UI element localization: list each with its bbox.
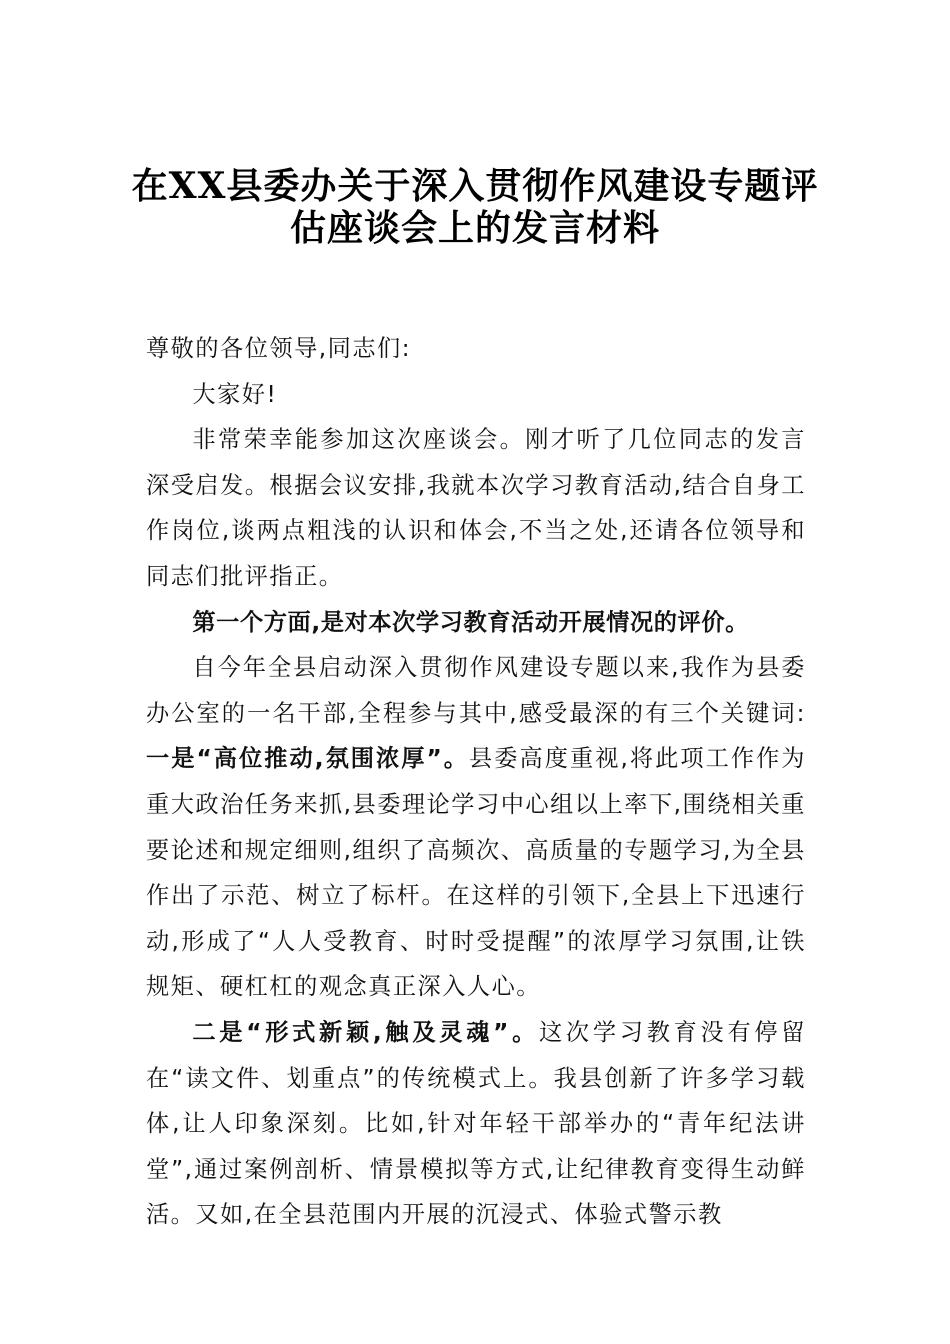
paragraph-2: [146, 1010, 806, 1238]
document-title-line-2: 估座谈会上的发言材料: [289, 207, 660, 249]
document-body: [146, 326, 806, 1238]
paragraph-2-rest: 这次学习教育没有停留在“读文件、划重点”的传统模式上。我县创新了许多学习载体,让人印象深刻。比如,针对年轻干部举办的“青年纪法讲堂”,通过案例剖析、情景模拟等方式,让纪律教育变得生动鲜活。又如,在全县范围内开展的沉浸式、体验式警示教: [146, 1018, 806, 1229]
intro-paragraph: 非常荣幸能参加这次座谈会。刚才听了几位同志的发言深受启发。根据会议安排,我就本次学习教育活动,结合自身工作岗位,谈两点粗浅的认识和体会,不当之处,还请各位领导和同志们批评指正。: [146, 426, 806, 590]
paragraph-1-rest: 县委高度重视,将此项工作作为重大政治任务来抓,县委理论学习中心组以上率下,围绕相关重要论述和规定细则,组织了高频次、高质量的专题学习,为全县作出了示范、树立了标杆。在这样的引领下,全县上下迅速行动,形成了“人人受教育、时时受提醒”的浓厚学习氛围,让铁规矩、硬杠杠的观念真正深入人心。: [146, 745, 806, 1001]
paragraph-1: [146, 645, 806, 1010]
keyword-1: 一是“高位推动,氛围浓厚”。: [146, 745, 470, 773]
salutation: 尊敬的各位领导,同志们:: [146, 335, 412, 362]
greeting: 大家好!: [192, 380, 278, 408]
section-heading-1: 第一个方面,是对本次学习教育活动开展情况的评价。: [192, 608, 749, 636]
keyword-2: 二是“形式新颖,触及灵魂”。: [192, 1018, 540, 1046]
document-title-line-1: 在XX县委办关于深入贯彻作风建设专题评: [131, 165, 819, 207]
paragraph-1-lead: 自今年全县启动深入贯彻作风建设专题以来,我作为县委办公室的一名干部,全程参与其中,感受最深的有三个关键词:: [146, 654, 806, 727]
